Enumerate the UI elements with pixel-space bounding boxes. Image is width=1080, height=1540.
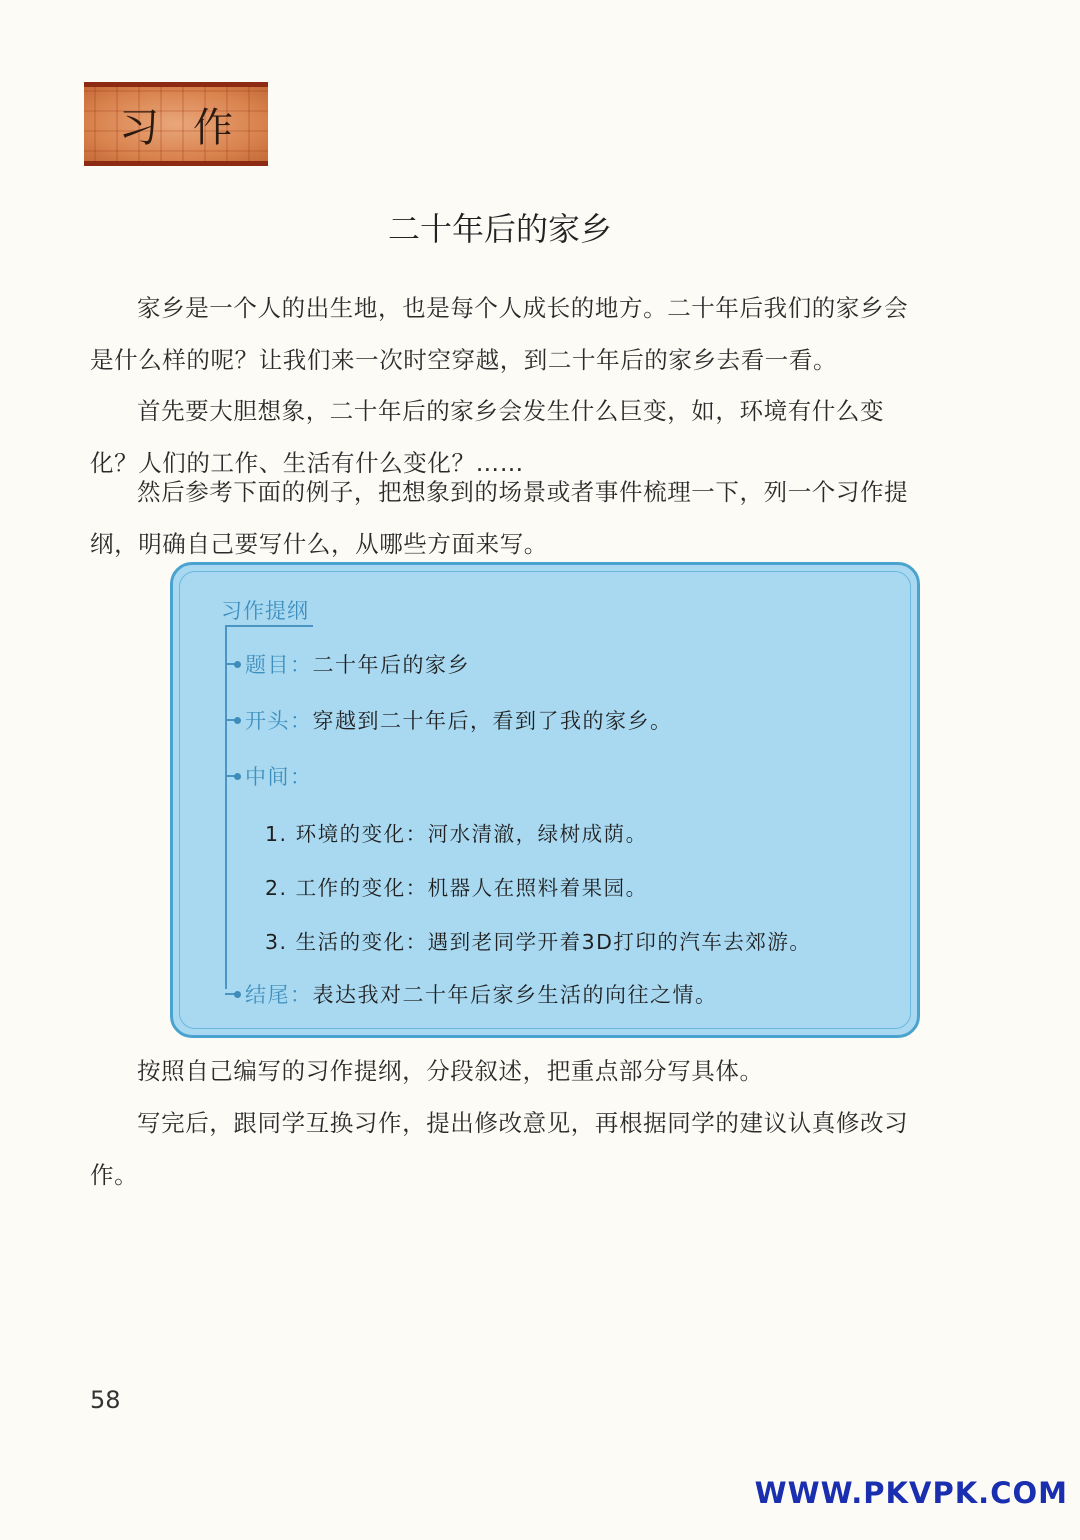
bullet-dot-icon: [234, 991, 241, 998]
outline-item-label: 开头：: [245, 709, 313, 733]
paragraph-outline-instruction: 然后参考下面的例子，把想象到的场景或者事件梳理一下，列一个习作提纲，明确自己要写什么，从哪些方面来写。: [90, 478, 909, 558]
paragraph-write-instruction: 按照自己编写的习作提纲，分段叙述，把重点部分写具体。: [137, 1057, 764, 1085]
outline-item-title: [225, 649, 470, 679]
outline-heading-underline: [225, 625, 313, 627]
bullet-dot-icon: [234, 661, 241, 668]
outline-item-text: 表达我对二十年后家乡生活的向往之情。: [312, 983, 718, 1007]
bullet-dot-icon: [234, 717, 241, 724]
outline-item-ending: [225, 979, 718, 1009]
section-label: [84, 87, 268, 161]
paragraph-intro: 家乡是一个人的出生地，也是每个人成长的地方。二十年后我们的家乡会是什么样的呢？让我们来一次时空穿越，到二十年后的家乡去看一看。: [90, 294, 909, 374]
watermark: WWW.PKVPK.COM: [754, 1476, 1068, 1510]
bullet-dot-icon: [234, 773, 241, 780]
outline-middle-item-3: 3. 生活的变化：遇到老同学开着3D打印的汽车去郊游。: [265, 930, 812, 954]
paragraph-revise-instruction: 写完后，跟同学互换习作，提出修改意见，再根据同学的建议认真修改习作。: [90, 1109, 909, 1189]
section-label-char-2: 作: [193, 104, 233, 151]
section-label-char-1: 习: [119, 104, 159, 151]
page-title: 二十年后的家乡: [387, 210, 612, 248]
section-banner: [84, 82, 268, 166]
outline-heading: 习作提纲: [221, 599, 309, 623]
paragraph-imagine: 首先要大胆想象，二十年后的家乡会发生什么巨变，如，环境有什么变化？人们的工作、生活有什么变化？……: [90, 397, 885, 477]
outline-middle-item-1: 1. 环境的变化：河水清澈，绿树成荫。: [265, 822, 648, 846]
outline-middle-item-2: 2. 工作的变化：机器人在照料着果园。: [265, 876, 648, 900]
outline-item-label: 中间：: [245, 765, 313, 789]
outline-tree-line: [225, 627, 227, 989]
outline-item-label: 结尾：: [245, 983, 313, 1007]
page-number: 58: [90, 1386, 121, 1414]
outline-item-label: 题目：: [245, 653, 313, 677]
outline-item-middle: [225, 761, 313, 791]
outline-item-text: 穿越到二十年后，看到了我的家乡。: [312, 709, 673, 733]
outline-item-opening: [225, 705, 673, 735]
outline-inner-border: [179, 571, 911, 1029]
outline-item-text: 二十年后的家乡: [312, 653, 470, 677]
writing-outline-box: [170, 562, 920, 1038]
